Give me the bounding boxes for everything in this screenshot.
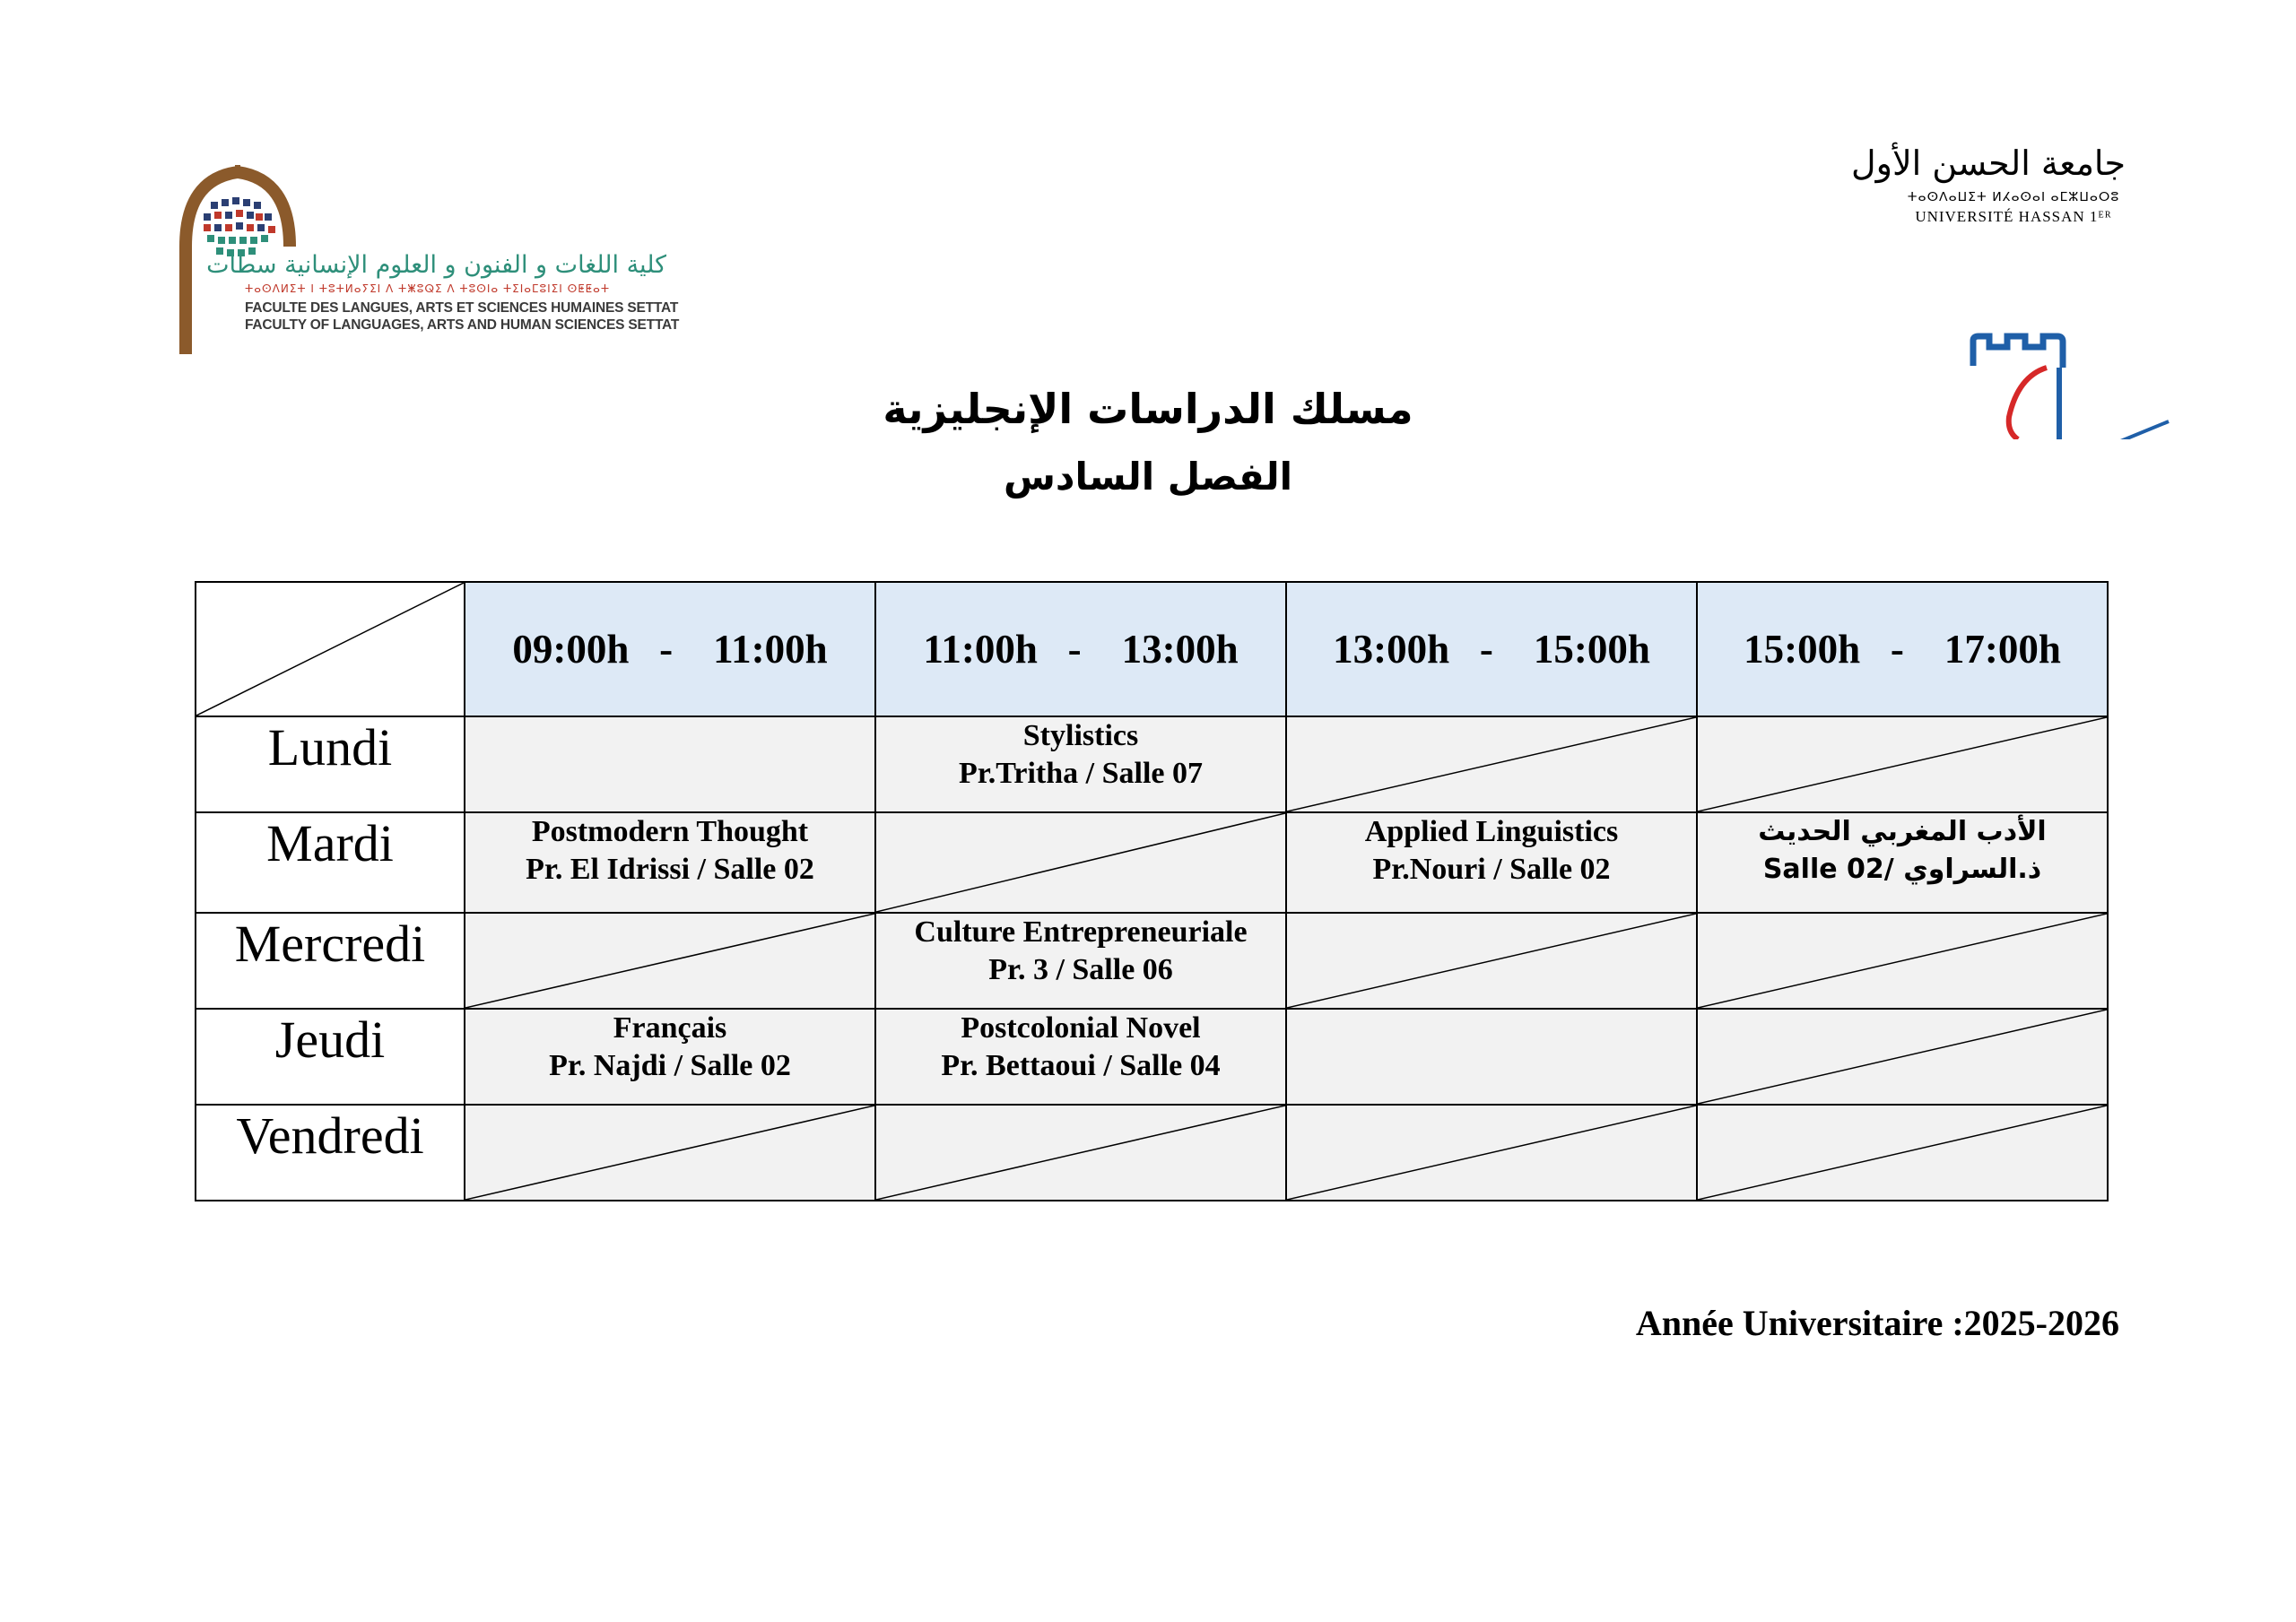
- time-slot-header: 11:00h - 13:00h: [875, 582, 1286, 716]
- day-row-jeudi: [196, 1009, 2108, 1105]
- course-name: Postmodern Thought: [531, 815, 809, 848]
- timetable: [195, 581, 2109, 1201]
- course-detail: Pr. El Idrissi / Salle 02: [526, 853, 814, 886]
- course-cell: [465, 812, 875, 913]
- day-row-vendredi: [196, 1105, 2108, 1201]
- cell-diagonal-line: [465, 914, 874, 1008]
- slot-crossed: [875, 1105, 1286, 1201]
- faculty-logo-text: [206, 251, 680, 334]
- day-label: Vendredi: [196, 1105, 465, 1201]
- slot-crossed: [1697, 913, 2108, 1009]
- cell-diagonal-line: [1698, 914, 2107, 1008]
- slot-crossed: [1697, 716, 2108, 812]
- day-row-mardi: [196, 812, 2108, 913]
- cell-diagonal-line: [1698, 717, 2107, 811]
- cell-diagonal-line: [465, 1106, 874, 1200]
- course-cell: [875, 913, 1286, 1009]
- slot-empty: [465, 716, 875, 812]
- slot-crossed: [465, 1105, 875, 1201]
- course-cell: [875, 1009, 1286, 1105]
- slot-crossed: [1286, 1105, 1697, 1201]
- day-label: Jeudi: [196, 1009, 465, 1105]
- faculty-tifinagh-name: ⵜⴰⵙⴷⵍⵉⵜ ⵏ ⵜⵓⵜⵍⴰⵢⵉⵏ ⴷ ⵜⵥⵓⵕⵉ ⴷ ⵜⵓⵙⵏⴰ ⵜⵉⵏⴰⵎⵓⵏⵉⵏ ⵙⵟⵟⴰⵜ: [245, 282, 611, 295]
- course-name: Français: [613, 1011, 727, 1045]
- time-slot-header: 09:00h - 11:00h: [465, 582, 875, 716]
- day-label: Mardi: [196, 812, 465, 913]
- time-slot-header: 13:00h - 15:00h: [1286, 582, 1697, 716]
- university-tifinagh-name: ⵜⴰⵙⴷⴰⵡⵉⵜ ⵍⵃⴰⵙⴰⵏ ⴰⵎⵣⵡⴰⵔⵓ: [1907, 190, 2120, 204]
- faculty-logo: [175, 161, 680, 359]
- course-cell: [875, 716, 1286, 812]
- cell-diagonal-line: [1698, 1010, 2107, 1104]
- course-detail: Pr. Bettaoui / Salle 04: [941, 1049, 1221, 1082]
- course-detail: Pr. Najdi / Salle 02: [549, 1049, 791, 1082]
- course-name: Culture Entrepreneuriale: [914, 915, 1248, 949]
- day-label: Lundi: [196, 716, 465, 812]
- cell-diagonal-line: [1287, 717, 1696, 811]
- faculty-arabic-name: كلية اللغات و الفنون و العلوم الإنسانية سطات: [206, 251, 666, 279]
- slot-crossed: [1697, 1009, 2108, 1105]
- academic-year: Année Universitaire :2025-2026: [1635, 1303, 2119, 1343]
- slot-empty: [1286, 1009, 1697, 1105]
- corner-cell: [196, 582, 465, 716]
- cell-diagonal-line: [1287, 914, 1696, 1008]
- program-title: مسلك الدراسات الإنجليزية: [883, 385, 1413, 433]
- semester-title: الفصل السادس: [1003, 455, 1293, 499]
- day-label: Mercredi: [196, 913, 465, 1009]
- time-slot-header: 15:00h - 17:00h: [1697, 582, 2108, 716]
- day-row-mercredi: [196, 913, 2108, 1009]
- cell-diagonal-line: [876, 1106, 1285, 1200]
- course-name: Postcolonial Novel: [961, 1011, 1201, 1045]
- university-arabic-name: جامعة الحسن الأول: [1851, 143, 2126, 183]
- cell-diagonal-line: [876, 813, 1285, 912]
- course-detail: Pr.Tritha / Salle 07: [959, 757, 1203, 790]
- slot-crossed: [1286, 913, 1697, 1009]
- day-row-lundi: [196, 716, 2108, 812]
- course-cell: [1697, 812, 2108, 913]
- cell-diagonal-line: [1698, 1106, 2107, 1200]
- slot-crossed: [875, 812, 1286, 913]
- slot-crossed: [1286, 716, 1697, 812]
- course-detail: Pr. 3 / Salle 06: [988, 953, 1173, 986]
- course-cell: [465, 1009, 875, 1105]
- page-title: [0, 375, 2296, 511]
- corner-diagonal-line: [196, 583, 464, 716]
- cell-diagonal-line: [1287, 1106, 1696, 1200]
- slot-crossed: [465, 913, 875, 1009]
- timetable-header-row: [196, 582, 2108, 716]
- slot-crossed: [1697, 1105, 2108, 1201]
- course-name: Stylistics: [1022, 719, 1139, 752]
- course-name: الأدب المغربي الحديث: [1758, 816, 2047, 847]
- course-detail: ذ.السراوي /Salle 02: [1762, 854, 2042, 885]
- faculty-french-name: FACULTE DES LANGUES, ARTS ET SCIENCES HUMAINES SETTAT: [245, 300, 679, 316]
- course-name: Applied Linguistics: [1364, 815, 1619, 848]
- faculty-english-name: FACULTY OF LANGUAGES, ARTS AND HUMAN SCIENCES SETTAT: [245, 317, 680, 333]
- course-detail: Pr.Nouri / Salle 02: [1372, 853, 1611, 886]
- course-cell: [1286, 812, 1697, 913]
- university-french-name: UNIVERSITÉ HASSAN 1ᴱᴿ: [1915, 208, 2112, 225]
